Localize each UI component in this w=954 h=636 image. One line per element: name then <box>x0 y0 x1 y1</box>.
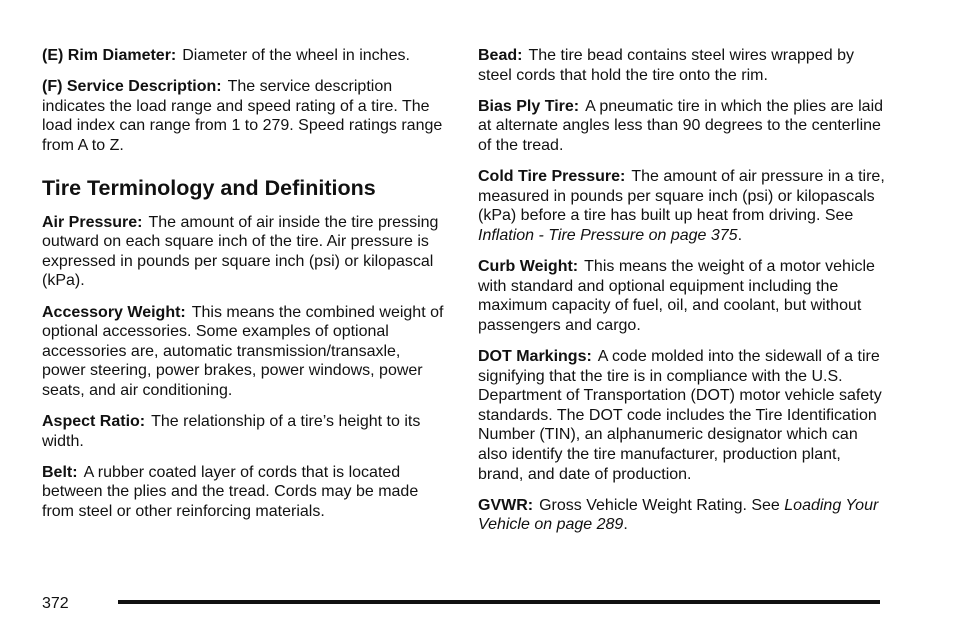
sentence-end: . <box>623 516 628 534</box>
definition-accessory-weight <box>42 303 444 401</box>
cross-reference-link[interactable]: Inflation - Tire Pressure on page 375 <box>478 226 738 244</box>
definition-curb-weight <box>478 257 886 335</box>
left-column <box>42 46 444 533</box>
definition-gvwr <box>478 496 886 535</box>
term: Curb Weight: <box>478 258 579 276</box>
sentence-end: . <box>737 226 743 244</box>
definition-text: The tire bead contains steel wires wrapped by steel cords that hold the tire onto the rim. <box>478 47 854 84</box>
definition-text: A pneumatic tire in which the plies are laid at alternate angles less than 90 degrees to the centerline of the tread. <box>478 97 884 154</box>
definition-air-pressure <box>42 213 444 291</box>
term: Belt: <box>42 463 78 481</box>
section-heading: Tire Terminology and Definitions <box>42 175 376 200</box>
right-column <box>478 46 886 547</box>
footer-rule <box>118 600 880 604</box>
definition-text: The relationship of a tire’s height to its width. <box>42 413 421 450</box>
definition-text: This means the weight of a motor vehicle with standard and optional equipment including the maximum capacity of fuel, oil, and coolant, but without passengers and cargo. <box>478 258 875 334</box>
definition-service-description <box>42 77 444 155</box>
definition-bead <box>478 46 886 85</box>
term: Aspect Ratio: <box>42 413 146 431</box>
definition-rim-diameter <box>42 46 444 66</box>
term: (E) Rim Diameter: <box>42 47 177 64</box>
definition-aspect-ratio <box>42 412 444 451</box>
term: GVWR: <box>478 496 534 514</box>
definition-text: The amount of air inside the tire pressing outward on each square inch of the tire. Air pressure is expressed in pounds per square inch (psi) or kilopascal (kPa). <box>42 213 439 290</box>
term: Air Pressure: <box>42 213 143 231</box>
term: DOT Markings: <box>478 348 592 366</box>
term: Cold Tire Pressure: <box>478 168 626 186</box>
term: (F) Service Description: <box>42 78 222 96</box>
definition-text: The amount of air pressure in a tire, measured in pounds per square inch (psi) or kilopascals (kPa) before a tire has built up heat from driving. See <box>478 168 885 225</box>
definition-text: Gross Vehicle Weight Rating. See <box>539 496 785 514</box>
definition-text: Diameter of the wheel in inches. <box>182 47 410 64</box>
definition-belt <box>42 463 444 522</box>
definition-cold-tire-pressure <box>478 167 886 245</box>
definition-dot-markings <box>478 347 886 484</box>
definition-text: A code molded into the sidewall of a tire signifying that the tire is in compliance with the U.S. Department of Transportation (DOT) motor vehicle safety standards. The DOT code includes the Tire Identification Number (TIN), an alphanumeric designator which can also identify the tire manufacturer, production plant, brand, and date of production. <box>478 348 882 483</box>
definition-bias-ply-tire <box>478 97 886 156</box>
cross-reference-link[interactable]: Loading Your Vehicle on page 289 <box>478 496 879 534</box>
term: Bias Ply Tire: <box>478 97 580 115</box>
definition-text: A rubber coated layer of cords that is located between the plies and the tread. Cords may be made from steel or other reinforcing materials. <box>42 463 419 521</box>
term: Accessory Weight: <box>42 303 186 321</box>
definition-text: This means the combined weight of optional accessories. Some examples of optional accessories are, automatic transmission/transaxle, power steering, power brakes, power windows, power seats, and air conditioning. <box>42 303 444 399</box>
term: Bead: <box>478 47 523 64</box>
page-number: 372 <box>42 595 69 612</box>
definition-text: The service description indicates the load range and speed rating of a tire. The load index can range from 1 to 279. Speed ratings range from A to Z. <box>42 78 443 154</box>
